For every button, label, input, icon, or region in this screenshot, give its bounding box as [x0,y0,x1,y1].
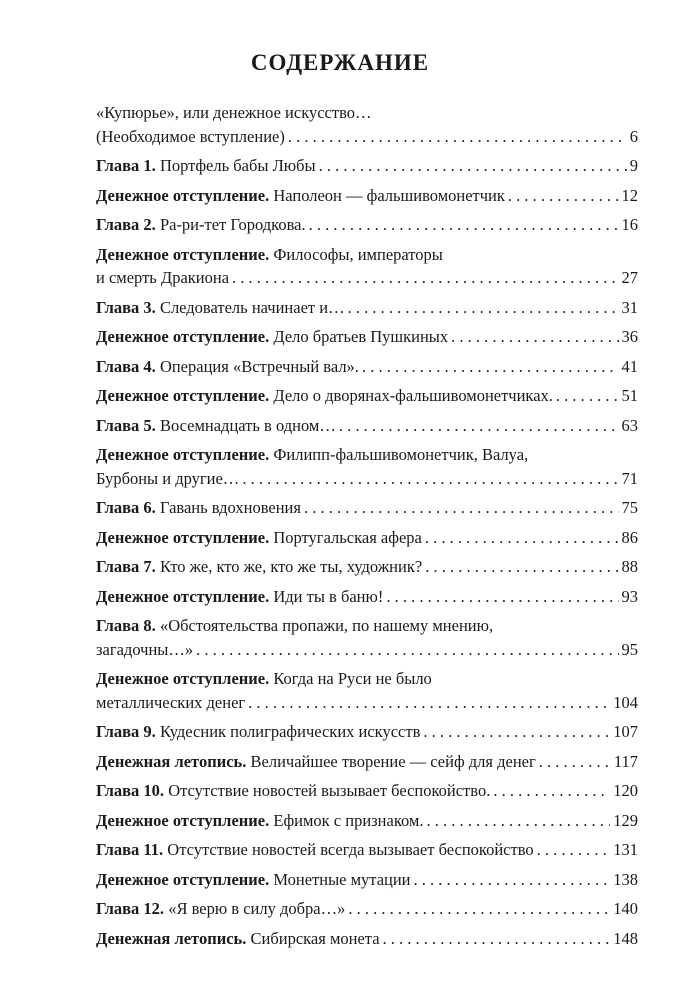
toc-entry[interactable] [96,526,638,550]
toc-entry-title: металлических денег [96,692,246,712]
toc-entry[interactable] [96,184,638,208]
toc-entry-label: Денежная летопись. [96,751,247,771]
toc-entry-label: Глава 11. [96,840,164,859]
toc-page-number: 131 [613,840,638,859]
toc-entry[interactable] [96,154,638,178]
toc-page-number: 88 [621,557,638,576]
toc-page-number: 6 [629,126,638,146]
toc-entry[interactable] [96,325,638,349]
toc-entry-line [96,266,638,290]
toc-entry-title: Когда на Руси не было [273,669,432,688]
toc-entry-label: Глава 5. [96,415,156,435]
toc-page-number: 104 [613,692,638,712]
toc-entry[interactable] [96,750,638,774]
toc-page-number: 86 [621,527,638,547]
dot-leader [288,125,627,149]
toc-entry-title: Наполеон — фальшивомонетчик [273,185,505,205]
toc-entry-title: и смерть Дракиона [96,268,230,287]
toc-entry-line [96,927,638,951]
toc-entry-title: Ра-ри-тет Городкова. [159,215,306,234]
toc-entry-title: Ефимок с признаком. [273,810,424,830]
toc-entry-label: Денежное отступление. [96,869,270,889]
dot-leader [386,585,618,609]
toc-entry-title: Величайшее творение — сейф для денег [250,751,536,771]
toc-entry-line [96,414,638,438]
toc-entry-title: (Необходимое вступление) [96,126,285,146]
toc-entry-title: Сибирская монета [250,928,380,948]
toc-entry-title: Бурбоны и другие… [96,468,240,488]
toc-entry-line [96,355,638,379]
dot-leader [414,868,611,892]
toc-entry[interactable] [96,897,638,921]
toc-entry-line [96,384,638,408]
toc-page-number: 138 [613,869,638,889]
toc-entry-line [96,897,638,921]
toc-page-number: 16 [621,215,638,234]
toc-entry-title: Отсутствие новостей всегда вызывает беспокойство [167,840,534,859]
table-of-contents [96,101,638,956]
dot-leader [232,266,618,290]
toc-entry-line [96,526,638,550]
toc-page-number: 107 [613,722,638,741]
dot-leader [196,638,618,662]
toc-entry[interactable] [96,614,638,661]
toc-entry[interactable] [96,414,638,438]
toc-entry-label: Глава 12. [96,899,165,918]
dot-leader [348,296,619,320]
toc-page-number: 31 [621,297,638,317]
toc-entry-line [96,750,638,774]
toc-page-number: 12 [621,185,638,205]
toc-entry-label: Денежное отступление. [96,445,270,464]
toc-entry-label: Денежное отступление. [96,810,270,830]
toc-entry-label: Глава 7. [96,557,156,576]
dot-leader [242,467,618,491]
toc-page-number: 27 [621,268,638,287]
toc-entry[interactable] [96,243,638,290]
toc-entry-label: Денежное отступление. [96,586,270,606]
toc-page-number: 36 [621,327,638,346]
toc-entry-label: Денежное отступление. [96,244,270,264]
toc-entry-label: Глава 9. [96,722,156,741]
toc-entry-title: Философы, императоры [273,244,443,264]
dot-leader [319,154,627,178]
toc-entry-label: Денежное отступление. [96,327,270,346]
toc-entry-label: Глава 2. [96,215,156,234]
toc-entry[interactable] [96,296,638,320]
toc-entry-line [96,184,638,208]
dot-leader [339,414,619,438]
toc-page-number: 120 [613,781,638,800]
toc-page-number: 148 [613,928,638,948]
toc-entry[interactable] [96,496,638,520]
dot-leader [427,809,611,833]
toc-page-number: 41 [621,356,638,376]
toc-entry-line [96,585,638,609]
toc-entry-title: «Обстоятельства пропажи, по нашему мнению, [159,616,494,635]
toc-entry-label: Глава 3. [96,297,156,317]
toc-page-number: 51 [621,386,638,405]
toc-entry-line [96,868,638,892]
toc-entry-line [96,779,638,803]
toc-entry-label: Глава 10. [96,781,165,800]
toc-entry-line [96,443,638,467]
toc-entry-label: Денежная летопись. [96,928,247,948]
toc-entry[interactable] [96,838,638,862]
toc-entry-line [96,496,638,520]
toc-entry-title: Монетные мутации [273,869,411,889]
dot-leader [304,496,619,520]
toc-entry[interactable] [96,927,638,951]
toc-page-number: 140 [613,899,638,918]
toc-entry[interactable] [96,101,638,148]
dot-leader [425,526,619,550]
dot-leader [383,927,611,951]
toc-entry-line [96,638,638,662]
toc-entry-title: Отсутствие новостей вызывает беспокойство. [168,781,491,800]
toc-entry-line [96,296,638,320]
toc-entry-title: Дело братьев Пушкиных [273,327,449,346]
toc-entry-title: Следователь начинает и… [159,297,345,317]
dot-leader [425,555,618,579]
toc-entry-line [96,467,638,491]
toc-entry-line [96,325,638,349]
toc-entry-label: Глава 4. [96,356,156,376]
toc-entry-line [96,809,638,833]
dot-leader [309,213,619,237]
toc-entry[interactable] [96,443,638,490]
dot-leader [556,384,619,408]
dot-leader [508,184,619,208]
dot-leader [537,838,611,862]
dot-leader [362,355,619,379]
toc-entry[interactable] [96,355,638,379]
toc-entry-line [96,838,638,862]
dot-leader [539,750,611,774]
toc-entry[interactable] [96,384,638,408]
dot-leader [493,779,610,803]
toc-entry-title: Операция «Встречный вал». [159,356,359,376]
toc-page-number: 95 [621,639,638,659]
dot-leader [248,691,610,715]
toc-entry-line [96,125,638,149]
toc-entry-title: Филипп-фальшивомонетчик, Валуа, [273,445,529,464]
toc-entry-title: Кудесник полиграфических искусств [159,722,421,741]
dot-leader [348,897,610,921]
toc-entry-title: загадочны…» [96,639,194,659]
toc-entry-line [96,555,638,579]
toc-entry-label: Денежное отступление. [96,669,270,688]
toc-page-number: 71 [621,468,638,488]
toc-page-number: 9 [629,156,638,175]
toc-entry-title: «Купюрье», или денежное искусство… [96,103,372,122]
toc-entry-line [96,691,638,715]
toc-entry-title: Португальская афера [273,527,422,547]
dot-leader [423,720,610,744]
toc-entry-title: Кто же, кто же, кто же ты, художник? [159,557,423,576]
toc-entry-label: Денежное отступление. [96,386,270,405]
page-title: СОДЕРЖАНИЕ [250,50,430,75]
toc-entry-line [96,667,638,691]
toc-entry-title: Дело о дворянах-фальшивомонетчиках. [273,386,553,405]
toc-entry-line [96,213,638,237]
dot-leader [451,325,618,349]
toc-page-number: 75 [621,498,638,517]
toc-entry-title: «Я верю в силу добра…» [168,899,346,918]
toc-entry[interactable] [96,868,638,892]
toc-entry-label: Глава 6. [96,498,156,517]
toc-page-number: 93 [621,586,638,606]
toc-entry-label: Глава 8. [96,616,156,635]
toc-entry[interactable] [96,555,638,579]
toc-entry-label: Денежное отступление. [96,185,270,205]
toc-entry-label: Денежное отступление. [96,527,270,547]
toc-page-number: 129 [613,810,638,830]
toc-entry-title: Восемнадцать в одном… [159,415,336,435]
toc-entry[interactable] [96,809,638,833]
toc-entry[interactable] [96,667,638,714]
toc-page-number: 117 [613,751,638,771]
toc-entry[interactable] [96,213,638,237]
toc-page-number: 63 [621,415,638,435]
toc-entry[interactable] [96,585,638,609]
toc-entry-title: Гавань вдохновения [159,498,301,517]
toc-entry-label: Глава 1. [96,156,156,175]
toc-entry[interactable] [96,720,638,744]
toc-entry-line [96,243,638,267]
toc-entry-line [96,614,638,638]
toc-entry-line [96,720,638,744]
toc-entry-line [96,101,638,125]
toc-entry-line [96,154,638,178]
toc-entry[interactable] [96,779,638,803]
toc-entry-title: Иди ты в баню! [273,586,384,606]
toc-entry-title: Портфель бабы Любы [159,156,316,175]
